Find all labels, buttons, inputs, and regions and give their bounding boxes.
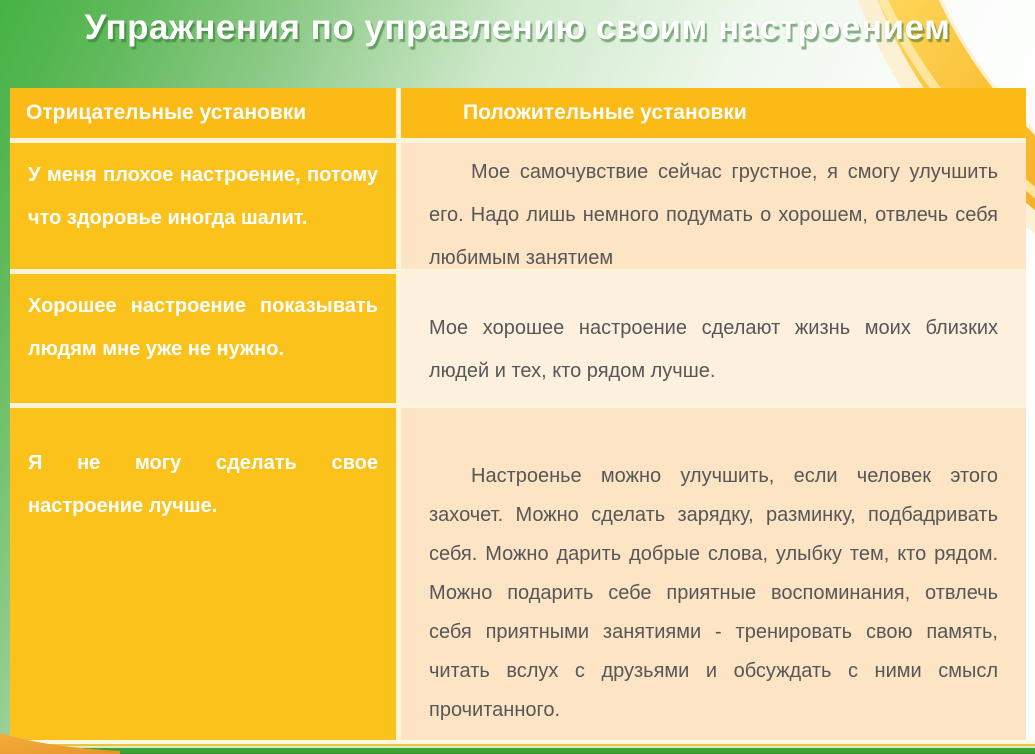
attitudes-table	[10, 88, 1026, 740]
row2-positive-cell	[401, 274, 1026, 403]
row1-negative-cell	[10, 143, 396, 269]
bottom-left-swirl-decoration	[0, 728, 120, 754]
row1-positive-cell	[401, 143, 1026, 269]
row1-negative-text: У меня плохое настроение, потому что здоровье иногда шалит.	[28, 164, 378, 229]
row3-negative-cell	[10, 408, 396, 740]
header-negative-label: Отрицательные установки	[26, 101, 307, 124]
row3-positive-cell	[401, 408, 1026, 740]
row1-positive-text: Мое самочувствие сейчас грустное, я смогу улучшить его. Надо лишь немного подумать о хорошем, отвлечь себя любимым занятием	[429, 161, 998, 269]
slide-title: Упражнения по управлению своим настроением	[84, 8, 951, 47]
header-positive-attitudes	[401, 88, 1026, 138]
row2-positive-text: Мое хорошее настроение сделают жизнь моих близких людей и тех, кто рядом лучше.	[429, 317, 998, 382]
header-positive-label: Положительные установки	[463, 101, 747, 124]
footer-stripe	[0, 740, 1035, 754]
row2-negative-cell	[10, 274, 396, 403]
row2-negative-text: Хорошее настроение показывать людям мне уже не нужно.	[28, 295, 378, 360]
row3-positive-text: Настроенье можно улучшить, если человек этого захочет. Можно сделать зарядку, разминку, подбадривать себя. Можно дарить добрые слова, улыбку тем, кто рядом. Можно подарить себе приятные воспоминания, отвлечь себя приятными занятиями - тренировать свою память, читать вслух с друзьями и обсуждать с ними смысл прочитанного.	[429, 465, 998, 721]
header-negative-attitudes	[10, 88, 396, 138]
row3-negative-text: Я не могу сделать свое настроение лучше.	[28, 452, 378, 517]
